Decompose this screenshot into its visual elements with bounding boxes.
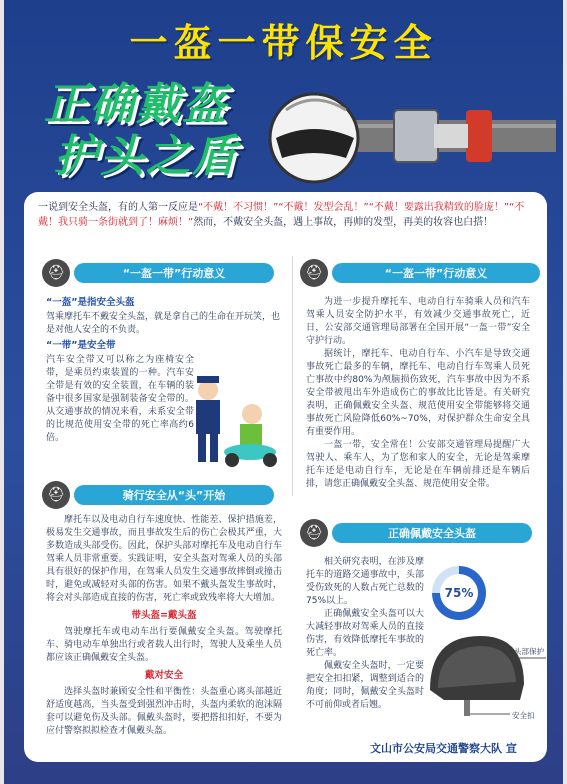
section2-title: “一盔一带”行动意义 [332, 263, 540, 283]
section1-sub1: “一盔”是指安全头盔 [46, 297, 135, 308]
column-divider [292, 256, 293, 496]
helmet-icon: ⛑ [42, 259, 70, 287]
footer-credit: 文山市公安局交通警察大队 宣 [370, 742, 517, 755]
intro-paragraph [38, 200, 528, 230]
helmet-buckle-label: 安全扣 [512, 711, 535, 720]
helmet-icon: ⛑ [300, 519, 328, 547]
helmet-icon: ⛑ [42, 481, 70, 509]
section1-sub2: “一带”是安全带 [46, 340, 116, 351]
intro-quotes: “不戴！不习惯！”“不戴！发型会乱！”“不戴！要露出我精致的脸庞！”“不戴！我只骑一条街就到了！麻烦！” [38, 202, 525, 228]
section3-para1: 摩托车以及电动自行车速度快、性能差、保护措施差，极易发生交通事故，而且事故发生后的伤亡会极其严重，大多数造成头部受伤。因此，保护头部对摩托车及电动自行车驾乘人员非常重要。实践证明，安全头盔对驾乘人员的头部具有很好的保护作用，在驾乘人员发生交通事故摔倒或撞击时，避免或减轻对头部的伤害。如果不戴头盔发生事故时，将会对头部造成直接的伤害，死亡率或致残率将大大增加。 [46, 515, 282, 603]
slogan-line1: 正确戴盔 [44, 79, 228, 130]
section2-para2: 据统计，摩托车、电动自行车、小汽车是导致交通事故死亡最多的车辆，摩托车、电动自行车驾乘人员死亡事故中约80%为颅脑损伤致死，汽车事故中因为不系安全带被甩出车外造成伤亡的事故比比皆是。有关研究表明，正确佩戴安全头盔、规范使用安全带能够将交通事故死亡风险降低60%~70%，对保护群众生命安全具有重要作用。 [306, 349, 530, 437]
section2-para3: 一盔一带，安全常在！公安部交通管理局提醒广大驾驶人、乘车人，为了您和家人的安全，无论是驾乘摩托车还是电动自行车，无论是在车辆前排还是车辆后排，请您正确佩戴安全头盔、规范使用安全带。 [306, 440, 530, 489]
section1-para1: 驾乘摩托车不戴安全头盔，就是拿自己的生命在开玩笑，也是对他人安全的不负责。 [46, 312, 281, 335]
section2-body [306, 296, 530, 491]
intro-text-1: 一说到安全头盔，有的人第一反应是 [38, 202, 198, 213]
stat-value: 75% [440, 574, 478, 612]
section3-sub2: 戴对安全 [144, 670, 183, 681]
section1-header [42, 260, 274, 286]
section3-para3: 选择头盔时兼顾安全性和平衡性：头盔重心离头部越近舒适度越高，当头盔受到强烈冲击时，头盔内柔软的泡沫隔套可以避免伤及头部。佩戴头盔时，要把搭扣扣好，不要为应付警察拟拟检查才佩戴头盔。 [46, 687, 282, 736]
section4-body [306, 556, 424, 712]
section3-body [46, 514, 282, 738]
section4-para2: 正确佩戴安全头盔可以大大减轻事故对驾乘人员的直接伤害，有效降低摩托车事故的死亡率。 [306, 609, 424, 658]
helmet-seatbelt-illustration [266, 80, 556, 190]
slogan-line2: 护头之盾 [54, 131, 238, 182]
section2-header [300, 260, 540, 286]
page-title: 一盔一带保安全 [129, 21, 438, 65]
section1-para2: 汽车安全带又可以称之为座椅安全带，是乘员约束装置的一种。汽车安全带是有效的安全装置，在车辆的装备中很多国家是强制装备安全带的。从交通事故的情况来看，未系安全带的比规范使用安全带的死亡率高约6倍。 [46, 355, 194, 443]
section2-para1: 为进一步提升摩托车、电动自行车骑乘人员和汽车驾乘人员安全防护水平，有效减少交通事故死亡，近日，公安部交通管理局部署在全国开展“一盔一带”安全守护行动。 [306, 297, 530, 346]
helmet-protect-label: 头部保护 [514, 647, 544, 656]
section4-title: 正确佩戴安全头盔 [332, 523, 532, 543]
section3-header [42, 482, 274, 508]
section4-para1: 相关研究表明，在涉及摩托车的道路交通事故中，头部受伤致死的人数占死亡总数的75%以上。 [306, 557, 424, 606]
section3-title: 骑行安全从“头”开始 [74, 485, 274, 505]
section1-title: “一盔一带”行动意义 [74, 263, 274, 283]
section3-para2: 驾驶摩托车或电动车出行要佩戴安全头盔。驾驶摩托车、骑电动车单独出行或者载人出行时，驾驶人及乘坐人员都应该正确佩戴安全头盔。 [46, 627, 282, 663]
seatbelt-icon: ⛑ [300, 259, 328, 287]
section4-header [300, 520, 532, 546]
section3-sub1: 带头盔=戴头盔 [131, 610, 197, 621]
section4-para3: 佩戴安全头盔时，一定要把安全扣扣紧，调整到适合的角度；同时，佩戴安全头盔时不可前仰或者后翘。 [306, 661, 424, 710]
intro-text-2: 然而，不戴安全头盔，遇上事故，再帅的发型，再美的妆容也白搭！ [193, 217, 494, 228]
police-illustration [180, 370, 280, 470]
